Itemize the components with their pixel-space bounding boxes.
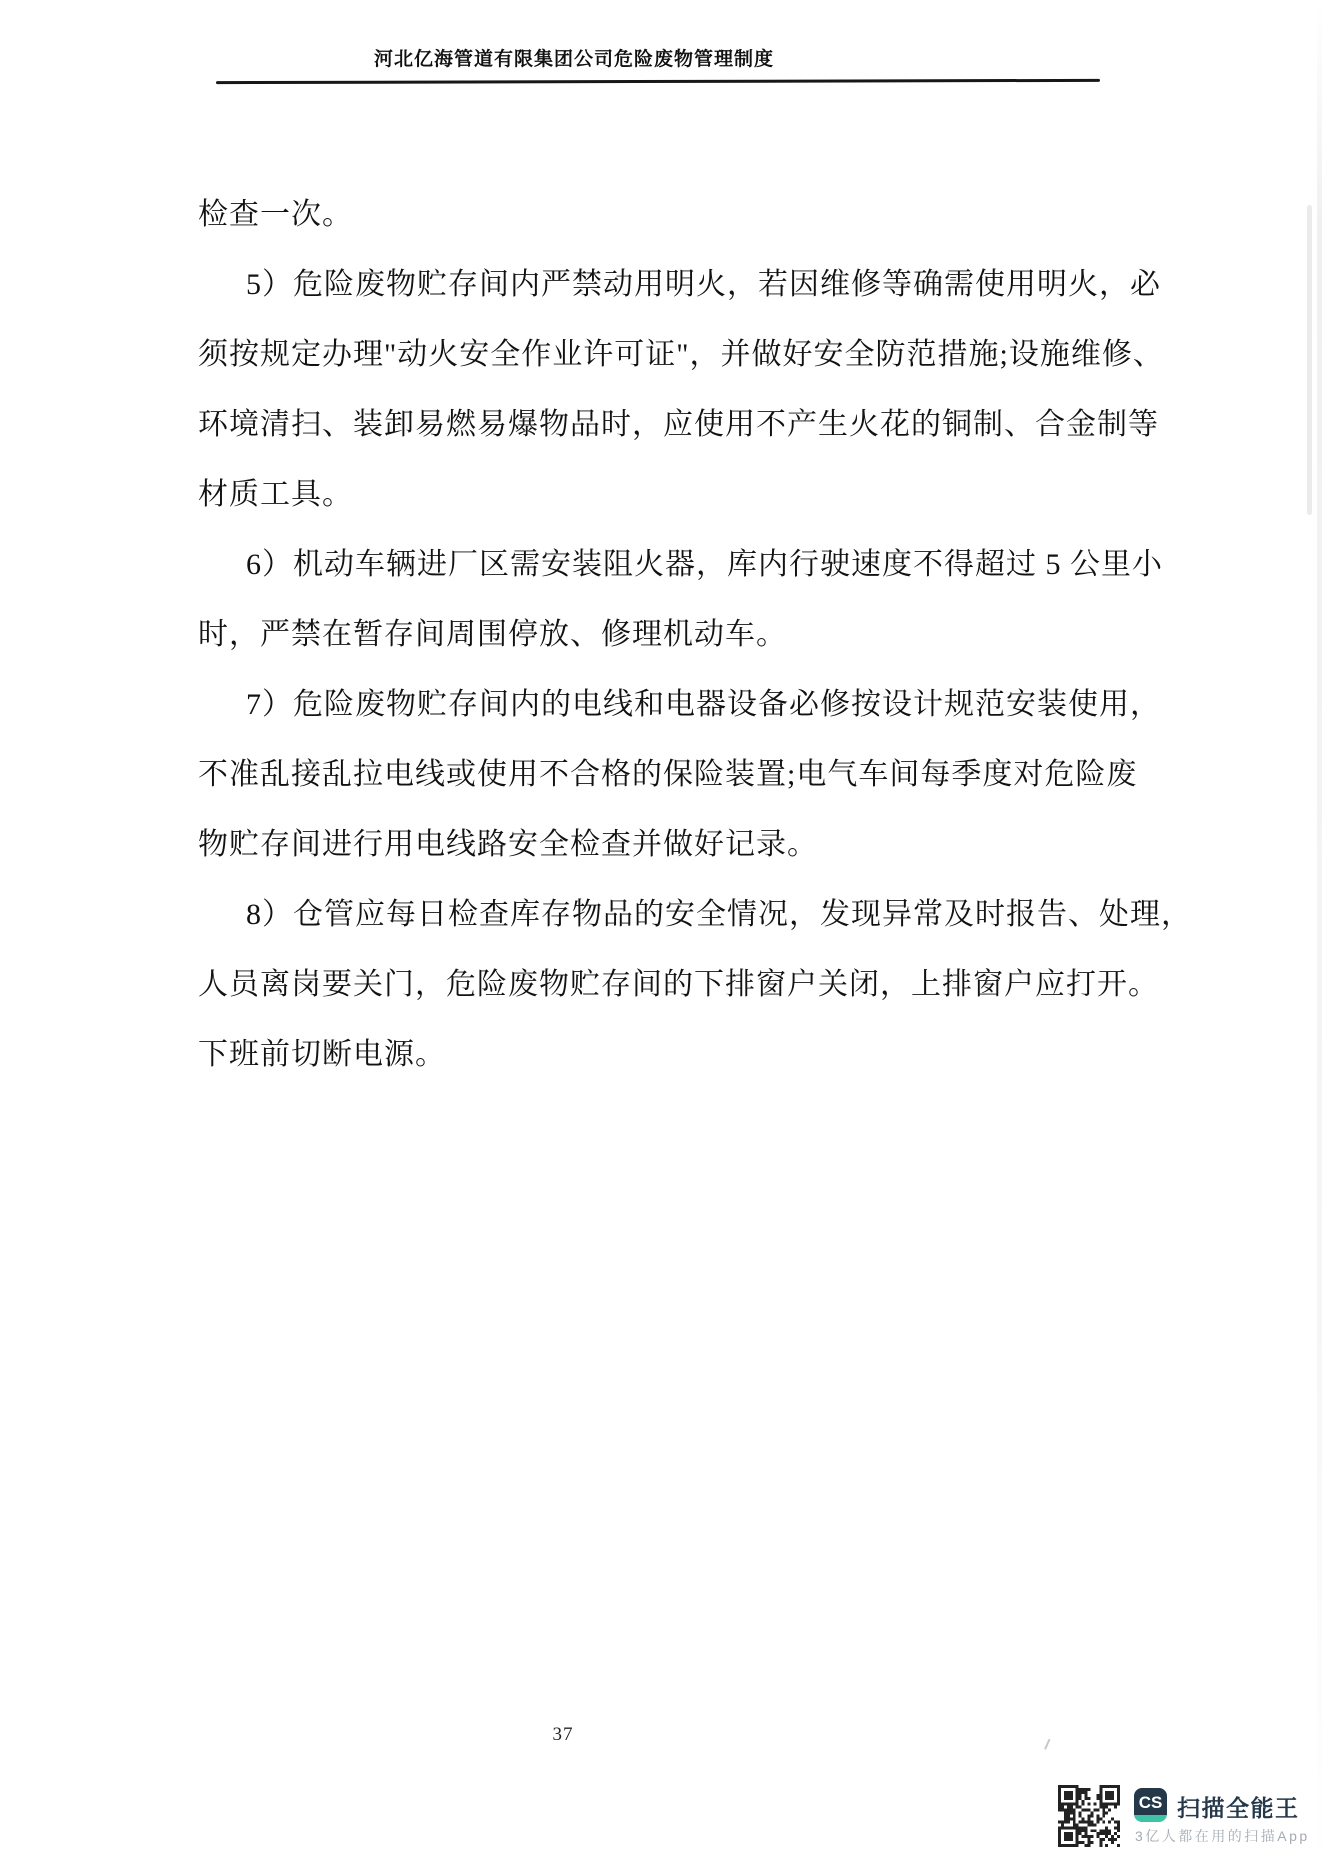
body-line: 检查一次。	[198, 198, 353, 231]
body-line: 8）仓管应每日检查库存物品的安全情况，发现异常及时报告、处理，	[246, 898, 1192, 931]
body-line: 7）危险废物贮存间内的电线和电器设备必修按设计规范安装使用，	[246, 688, 1161, 721]
header-rule	[216, 79, 1100, 84]
scan-edge-shadow	[1317, 0, 1322, 1871]
page-number: 37	[552, 1724, 574, 1745]
body-line: 物贮存间进行用电线路安全检查并做好记录。	[198, 828, 818, 861]
camscanner-tagline: 3亿人都在用的扫描App	[1135, 1828, 1310, 1844]
body-line: 6）机动车辆进厂区需安装阻火器，库内行驶速度不得超过 5 公里小	[246, 548, 1163, 581]
body-line: 须按规定办理"动火安全作业许可证"，并做好安全防范措施;设施维修、	[198, 338, 1164, 371]
body-line: 不准乱接乱拉电线或使用不合格的保险装置;电气车间每季度对危险废	[198, 758, 1138, 791]
camscanner-logo-text: CS	[1138, 1792, 1163, 1812]
qr-code	[1058, 1785, 1120, 1847]
body-line: 时，严禁在暂存间周围停放、修理机动车。	[198, 618, 787, 651]
document-header-title: 河北亿海管道有限集团公司危险废物管理制度	[374, 49, 775, 70]
body-line: 人员离岗要关门，危险废物贮存间的下排窗户关闭，上排窗户应打开。	[198, 968, 1159, 1001]
body-line: 下班前切断电源。	[198, 1038, 446, 1071]
document-body	[198, 180, 1192, 1090]
camscanner-logo-icon	[1134, 1788, 1167, 1822]
body-line: 环境清扫、装卸易燃易爆物品时，应使用不产生火花的铜制、合金制等	[198, 408, 1159, 441]
body-line: 材质工具。	[198, 478, 353, 511]
scan-smudge	[1307, 205, 1312, 515]
body-line: 5）危险废物贮存间内严禁动用明火，若因维修等确需使用明火，必	[246, 268, 1161, 301]
camscanner-brand-name: 扫描全能王	[1177, 1795, 1300, 1821]
